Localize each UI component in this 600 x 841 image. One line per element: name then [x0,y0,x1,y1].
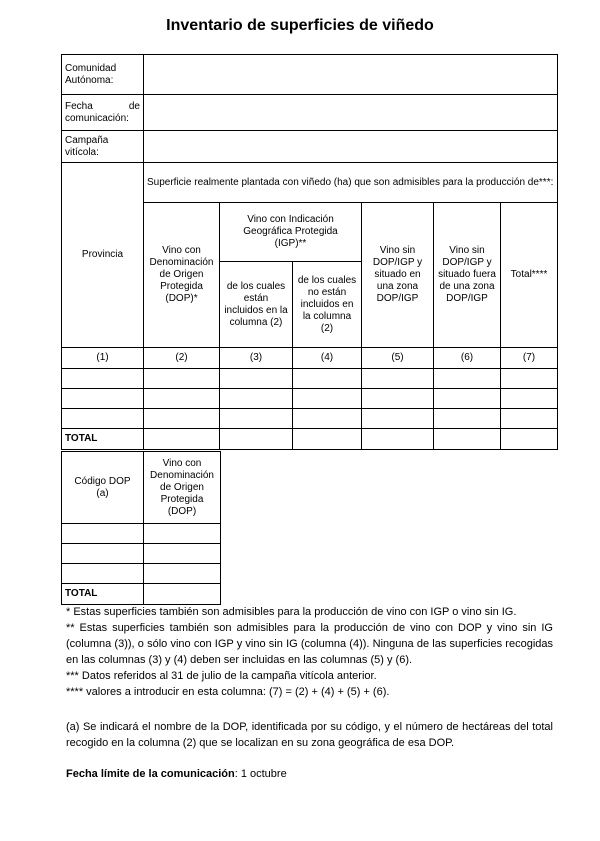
dop-header: Vino con Denominación de Origen Protegida (DOP)* [144,203,220,348]
table-cell[interactable] [434,369,501,389]
sin-dop-fuera-header: Vino sin DOP/IGP y situado fuera de una zona DOP/IGP [434,203,501,348]
col-number: (5) [362,348,434,369]
table-cell[interactable] [144,369,220,389]
igp-header: Vino con Indicación Geográfica Protegida (IGP)** [220,203,362,262]
table-cell[interactable] [62,544,144,564]
table-row [62,409,558,429]
table-cell[interactable] [434,409,501,429]
table-row [62,369,558,389]
table-cell[interactable] [144,544,221,564]
vino-dop-header: Vino con Denominación de Origen Protegida (DOP) [144,452,221,524]
comunidad-label: Comunidad Autónoma: [62,55,144,95]
table-cell[interactable] [220,409,293,429]
table-cell[interactable] [220,369,293,389]
table-row [62,389,558,409]
total-row [62,584,221,605]
surface-inventory-table [61,54,558,450]
table-cell[interactable] [362,389,434,409]
table-row [62,524,221,544]
col-number: (2) [144,348,220,369]
table-cell[interactable] [62,409,144,429]
table-row [62,544,221,564]
col-number: (7) [501,348,558,369]
table-cell[interactable] [501,429,558,450]
total-header: Total**** [501,203,558,348]
fecha-value[interactable] [144,95,558,131]
table-cell[interactable] [434,429,501,450]
table-cell[interactable] [293,389,362,409]
table-cell[interactable] [362,369,434,389]
table-cell[interactable] [144,524,221,544]
table-cell[interactable] [62,564,144,584]
table-cell[interactable] [144,584,221,605]
footnote-1: * Estas superficies también son admisibles para la producción de vino con IGP o vino sin IG. [66,606,517,618]
table-cell[interactable] [501,409,558,429]
col-number: (1) [62,348,144,369]
table-cell[interactable] [501,369,558,389]
table-cell[interactable] [293,409,362,429]
deadline-label: Fecha límite de la comunicación [66,768,235,780]
provincia-header: Provincia [62,163,144,348]
table-cell[interactable] [220,429,293,450]
page-title: Inventario de superficies de viñedo [166,17,434,34]
table-cell[interactable] [362,409,434,429]
igp-included-header: de los cuales están incluidos en la columna (2) [220,262,293,348]
col-number: (6) [434,348,501,369]
table-cell[interactable] [144,389,220,409]
table-cell[interactable] [62,389,144,409]
footnotes [66,604,553,700]
footnote-4: **** valores a introducir en esta columna: (7) = (2) + (4) + (5) + (6). [66,686,390,698]
fecha-label: Fecha de comunicación: [62,95,144,131]
table-row [62,564,221,584]
total-label: TOTAL [62,584,144,605]
campana-label: Campaña vitícola: [62,131,144,163]
dop-breakdown-table [61,451,221,605]
table-cell[interactable] [62,524,144,544]
superficie-header: Superficie realmente plantada con viñedo (ha) que son admisibles para la producción de***: [144,163,558,203]
col-number: (3) [220,348,293,369]
col-number: (4) [293,348,362,369]
table-cell[interactable] [62,369,144,389]
table-cell[interactable] [144,429,220,450]
note-a: (a) Se indicará el nombre de la DOP, identificada por su código, y el número de hectáreas del total recogido en la columna (2) que se localizan en su zona geográfica de esa DOP. [66,721,553,749]
sin-dop-dentro-header: Vino sin DOP/IGP y situado en una zona DOP/IGP [362,203,434,348]
footnote-3: *** Datos referidos al 31 de julio de la campaña vitícola anterior. [66,670,377,682]
column-number-row [62,348,558,369]
campana-value[interactable] [144,131,558,163]
table-cell[interactable] [501,389,558,409]
codigo-dop-header: Código DOP (a) [62,452,144,524]
table-cell[interactable] [220,389,293,409]
deadline [66,766,553,782]
table-cell[interactable] [293,429,362,450]
total-label: TOTAL [62,429,144,450]
comunidad-value[interactable] [144,55,558,95]
table-cell[interactable] [434,389,501,409]
table-cell[interactable] [144,564,221,584]
total-row [62,429,558,450]
table-cell[interactable] [293,369,362,389]
table-cell[interactable] [144,409,220,429]
deadline-value: : 1 octubre [234,768,287,780]
igp-not-included-header: de los cuales no están incluidos en la columna (2) [293,262,362,348]
footnote-2: ** Estas superficies también son admisibles para la producción de vino con DOP y vino sin IG (columna (3)), o sólo vino con IGP y vino sin IG (columna (4)). Ninguna de las superficies recogidas en las columnas (3) y (4) deben ser incluidas en las columnas (5) y (6). [66,622,553,666]
table-cell[interactable] [362,429,434,450]
